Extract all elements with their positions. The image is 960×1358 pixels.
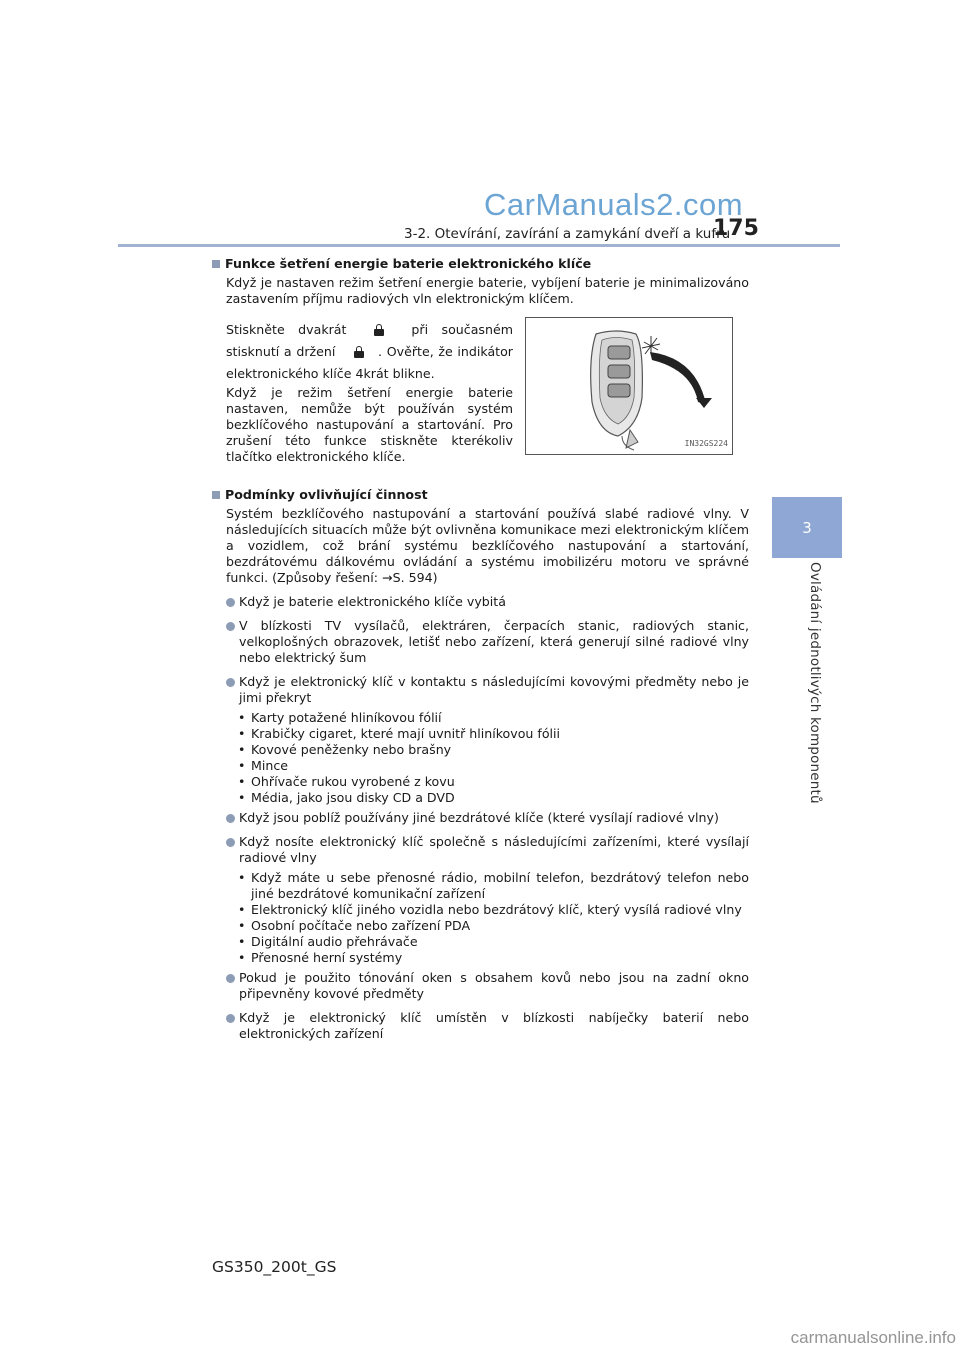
section1-instruction-row [226, 315, 749, 465]
page-content [212, 256, 749, 1042]
watermark-bottom: carmanualsonline.info [790, 1328, 956, 1347]
circle-bullet-icon [226, 974, 235, 983]
footer-model: GS350_200t_GS [212, 1258, 337, 1276]
header-section-title: 3-2. Otevírání, zavírání a zamykání dveří a kufru [404, 226, 731, 242]
watermark-top: CarManuals2.com [484, 187, 744, 222]
sub-list-item: • Karty potažené hliníkovou fólií [238, 710, 442, 725]
lock-icon [374, 324, 384, 336]
sublist-radio-devices [238, 870, 749, 966]
sub-list-item: • Kovové peněženky nebo brašny [238, 742, 452, 757]
instr-part1: Stiskněte dvakrát [226, 322, 347, 337]
list-item: Když je baterie elektronického klíče vybitá [226, 594, 749, 610]
sub-list-item: • Když máte u sebe přenosné rádio, mobilní telefon, bezdrátový telefon nebo jiné bezdrátové komunikační zařízení [238, 870, 749, 901]
lock-icon [354, 346, 364, 358]
chapter-tab [772, 497, 842, 558]
section2-heading [212, 487, 749, 503]
square-marker-icon [212, 491, 220, 499]
list-item: Pokud je použito tónování oken s obsahem kovů nebo jsou na zadní okno připevněny kovové předměty [226, 970, 749, 1002]
section2-heading-text: Podmínky ovlivňující činnost [225, 487, 428, 502]
sub-list-item: • Digitální audio přehrávače [238, 934, 418, 949]
sub-list-item: • Mince [238, 758, 289, 773]
square-marker-icon [212, 260, 220, 268]
sub-list-item: • Osobní počítače nebo zařízení PDA [238, 918, 471, 933]
key-fob-drawing [526, 318, 732, 454]
figure-code: IN32GS224 [684, 439, 728, 448]
list-item: Když je elektronický klíč v kontaktu s následujícími kovovými předměty nebo je jimi překryt [226, 674, 749, 706]
sub-list-item: • Média, jako jsou disky CD a DVD [238, 790, 455, 805]
circle-bullet-icon [226, 1014, 235, 1023]
list-item: Když nosíte elektronický klíč společně s následujícími zařízeními, které vysílají radiové vlny [226, 834, 749, 866]
section1-instruction [226, 315, 513, 465]
instr-part3: . Ověřte, že indikátor elektronického klíče 4krát blikne. [226, 344, 513, 381]
section1-intro: Když je nastaven režim šetření energie baterie, vybíjení baterie je minimalizováno zastavením příjmu radiových vln elektronickým klíčem. [226, 275, 749, 306]
chapter-side-title: Ovládání jednotlivých komponentů [807, 562, 823, 804]
sublist-metal-objects [238, 710, 749, 806]
section1-heading-text: Funkce šetření energie baterie elektronického klíče [225, 256, 592, 271]
list-item: V blízkosti TV vysílačů, elektráren, čerpacích stanic, radiových stanic, velkoplošných obrazovek, letišť nebo zařízení, která generují silné radiové vlny nebo elektrický šum [226, 618, 749, 666]
circle-bullet-icon [226, 598, 235, 607]
instr-part2: při současném stisknutí a držení [226, 322, 513, 359]
section2-intro: Systém bezklíčového nastupování a startování používá slabé radiové vlny. V následujících situacích může být ovlivněna komunikace mezi elektronickým klíčem a vozidlem, což brání systému bezklíčového nastupování a startování, bezdrátovému dálkovému ovládání a systému imobilizéru motoru ve správné funkci. (Způsoby řešení: →S. 594) [226, 506, 749, 585]
instr-part4: Když je režim šetření energie baterie nastaven, nemůže být používán systém bezklíčového nastupování a startování. Pro zrušení této funkce stiskněte kterékoliv tlačítko elektronického klíče. [226, 385, 513, 464]
chapter-number: 3 [802, 518, 812, 537]
header-divider [118, 244, 840, 247]
key-fob-illustration [525, 317, 733, 455]
sub-list-item: • Přenosné herní systémy [238, 950, 403, 965]
circle-bullet-icon [226, 678, 235, 687]
sub-list-item: • Ohřívače rukou vyrobené z kovu [238, 774, 455, 789]
list-item: Když jsou poblíž používány jiné bezdrátové klíče (které vysílají radiové vlny) [226, 810, 749, 826]
circle-bullet-icon [226, 838, 235, 847]
list-item: Když je elektronický klíč umístěn v blízkosti nabíječky baterií nebo elektronických zařízení [226, 1010, 749, 1042]
sub-list-item: • Krabičky cigaret, které mají uvnitř hliníkovou fólii [238, 726, 561, 741]
circle-bullet-icon [226, 622, 235, 631]
section1-heading [212, 256, 749, 272]
sub-list-item: • Elektronický klíč jiného vozidla nebo bezdrátový klíč, který vysílá radiové vlny [238, 902, 742, 917]
circle-bullet-icon [226, 814, 235, 823]
page-number: 175 [713, 216, 759, 241]
